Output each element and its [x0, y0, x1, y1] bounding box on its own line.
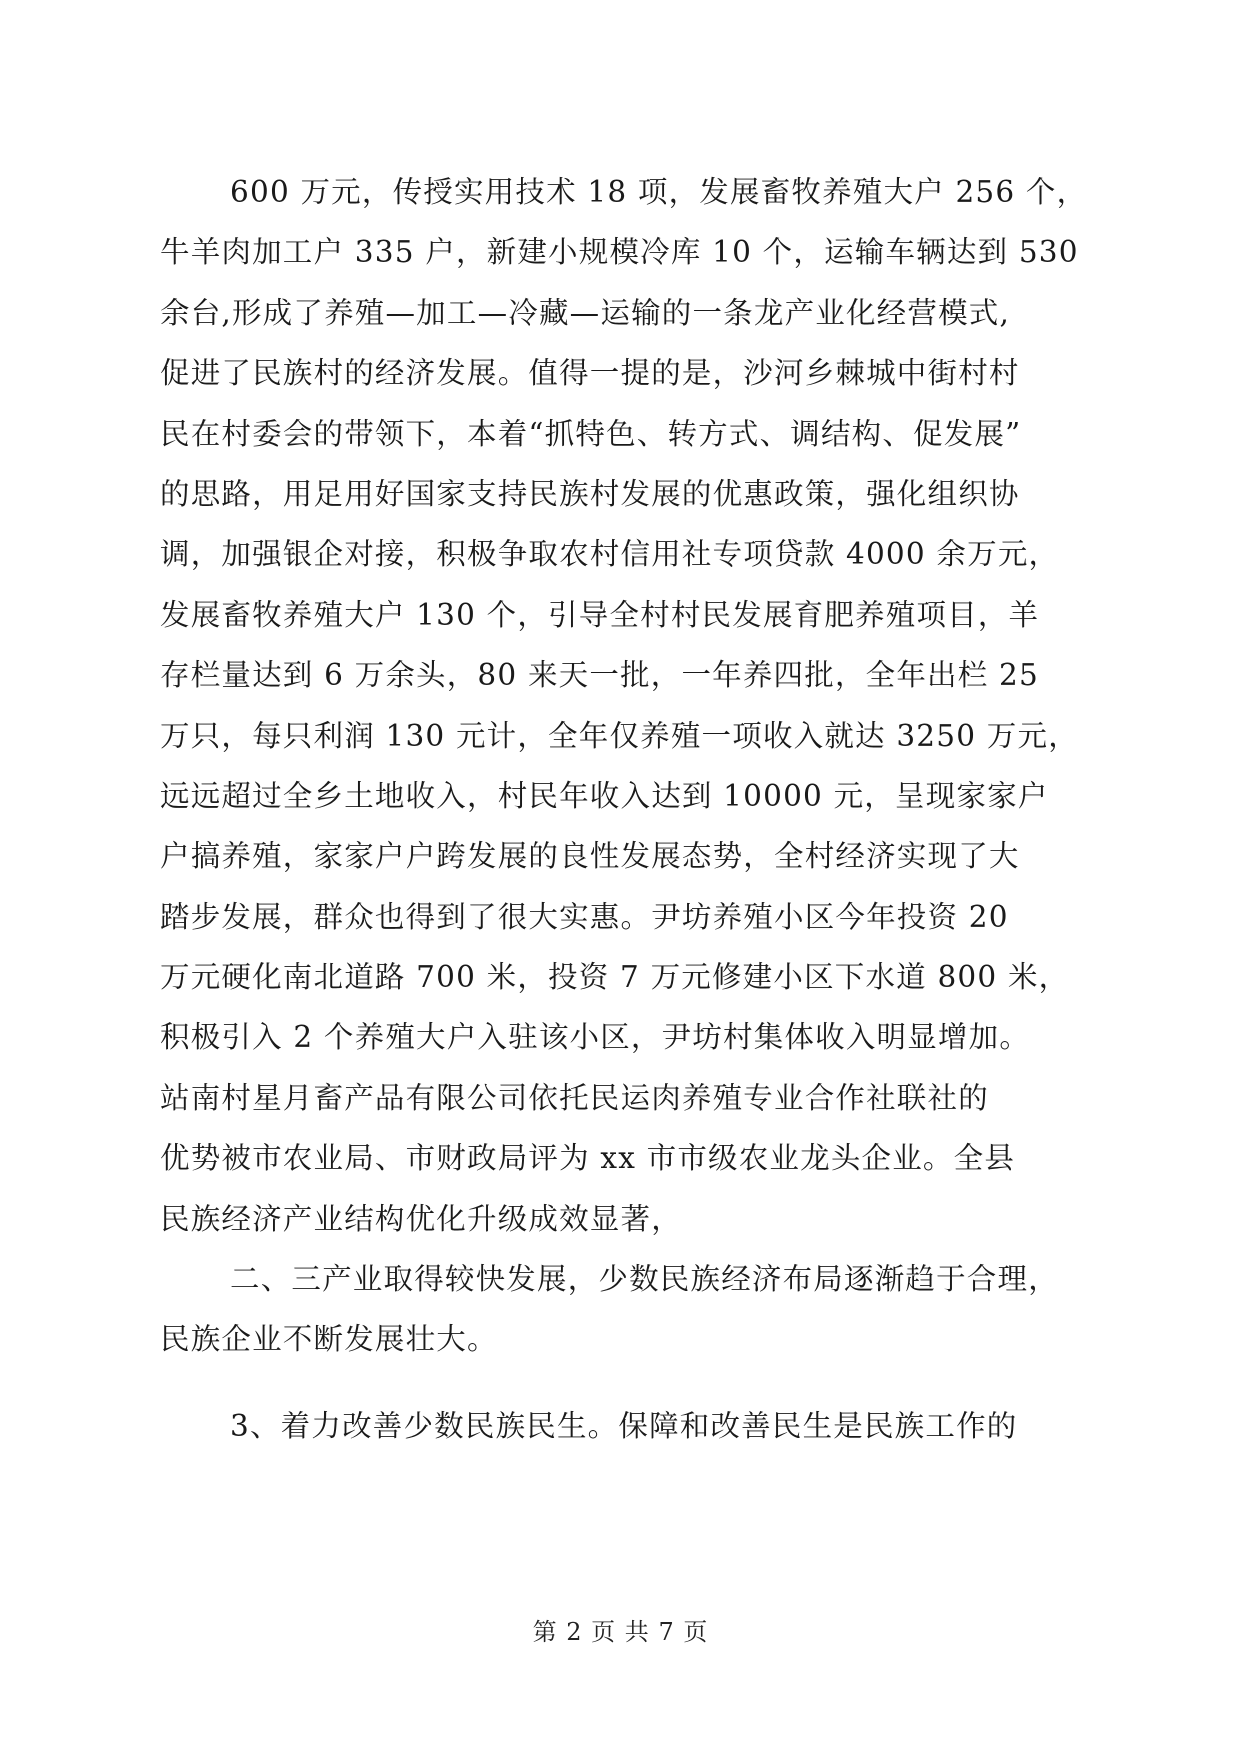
text-line: 促进了民族村的经济发展。值得一提的是，沙河乡棘城中街村村: [160, 356, 1020, 391]
text-line: 余台,形成了养殖—加工—冷藏—运输的一条龙产业化经营模式,: [160, 295, 1011, 330]
text-line: 调，加强银企对接，积极争取农村信用社专项贷款 4000 余万元，: [160, 537, 1060, 572]
text-line: 积极引入 2 个养殖大户入驻该小区，尹坊村集体收入明显增加。: [160, 1020, 1031, 1055]
text-line: 的思路，用足用好国家支持民族村发展的优惠政策，强化组织协: [160, 476, 1020, 511]
text-line: 发展畜牧养殖大户 130 个，引导全村村民发展育肥养殖项目，羊: [160, 597, 1040, 632]
text-line: 万只，每只利润 130 元计，全年仅养殖一项收入就达 3250 万元，: [160, 718, 1079, 753]
text-line: 民在村委会的带领下，本着“抓特色、转方式、调结构、促发展”: [160, 416, 1022, 451]
page-number-footer: 第 2 页 共 7 页: [532, 1618, 709, 1646]
text-line: 远远超过全乡土地收入，村民年收入达到 10000 元，呈现家家户: [160, 778, 1049, 813]
section-heading-line: 3、着力改善少数民族民生。保障和改善民生是民族工作的: [230, 1408, 1018, 1443]
text-line: 户搞养殖，家家户户跨发展的良性发展态势，全村经济实现了大: [160, 839, 1020, 874]
text-line: 万元硬化南北道路 700 米，投资 7 万元修建小区下水道 800 米，: [160, 960, 1070, 995]
text-line: 优势被市农业局、市财政局评为 xx 市市级农业龙头企业。全县: [160, 1141, 1016, 1176]
text-line: 站南村星月畜产品有限公司依托民运肉养殖专业合作社联社的: [160, 1080, 989, 1115]
text-line: 踏步发展，群众也得到了很大实惠。尹坊养殖小区今年投资 20: [160, 899, 1009, 934]
text-line: 存栏量达到 6 万余头，80 来天一批，一年养四批，全年出栏 25: [160, 658, 1039, 693]
text-line: 民族企业不断发展壮大。: [160, 1322, 498, 1357]
paragraph-start-line: 二、三产业取得较快发展，少数民族经济布局逐渐趋于合理，: [230, 1262, 1059, 1297]
text-line: 民族经济产业结构优化升级成效显著，: [160, 1201, 682, 1236]
text-line: 600 万元，传授实用技术 18 项，发展畜牧养殖大户 256 个，: [230, 175, 1088, 209]
paragraph-gap: [160, 1370, 1120, 1396]
text-line: 牛羊肉加工户 335 户，新建小规模冷库 10 个，运输车辆达到 530: [160, 235, 1079, 270]
document-body: [160, 162, 1120, 1456]
